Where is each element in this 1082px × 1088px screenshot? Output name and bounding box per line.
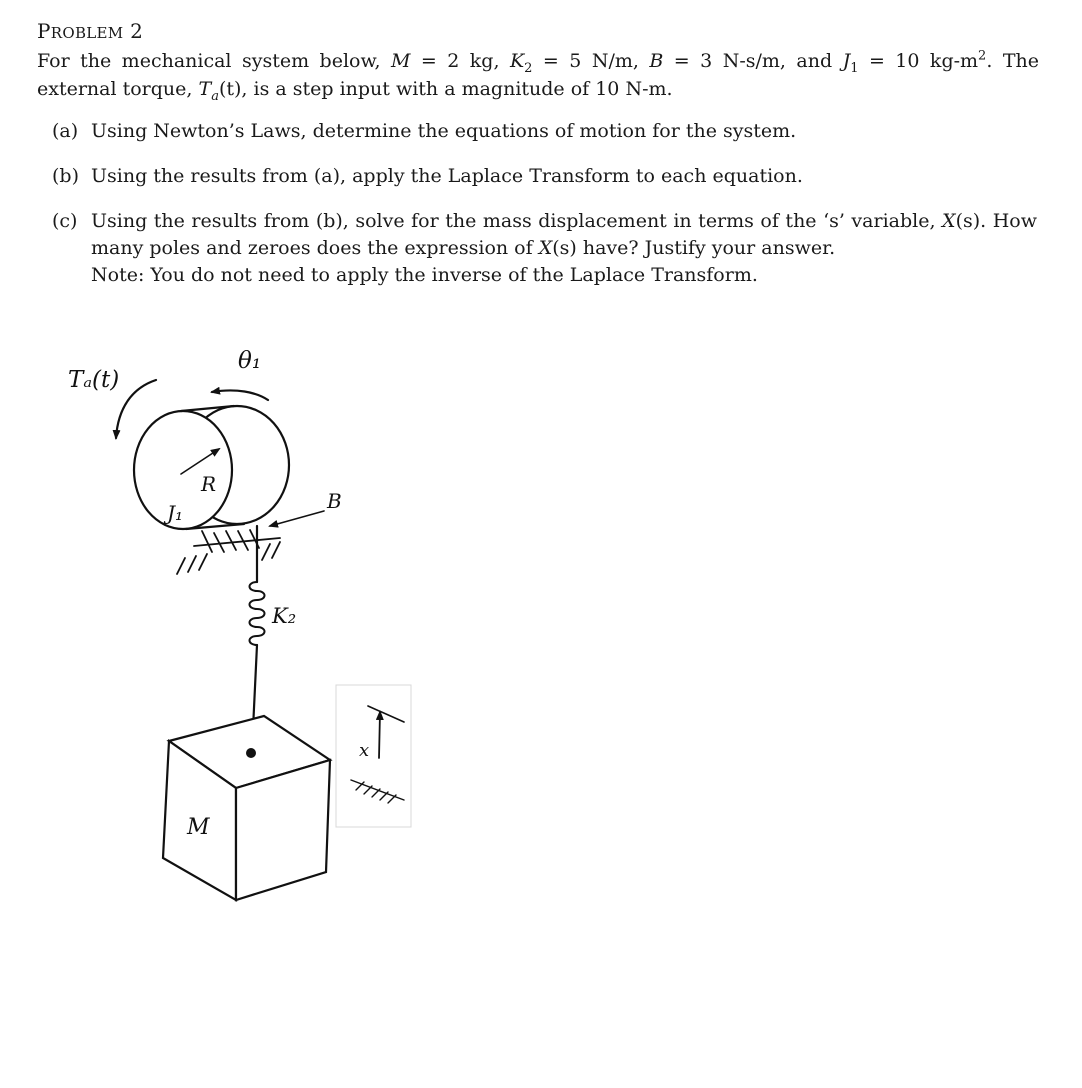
part-b-text: Using the results from (a), apply the Laplace Transform to each equation. <box>91 165 803 187</box>
part-c-note: Note: You do not need to apply the inverse of the Laplace Transform. <box>91 264 758 286</box>
spring <box>250 582 265 645</box>
displacement-ground <box>351 780 404 803</box>
theta-label: θ₁ <box>238 348 262 374</box>
mass-label: M <box>187 815 210 840</box>
damper-arrow <box>270 511 324 526</box>
part-c-line-1: Using the results from (b), solve for the mass displacement in terms of the ‘s’ variable, X(s). How <box>91 210 1037 232</box>
statement-line-1: For the mechanical system below, M = 2 kg, $K_2 = 5$ N/m, B = 3 N-s/m, and $J_1 = 10$ $kg-m^2$. The <box>37 48 1039 76</box>
attachment-point <box>246 748 256 758</box>
heading-first-letter: P <box>37 19 51 43</box>
displacement-arrow <box>379 712 380 758</box>
heading-rest: ROBLEM <box>50 24 124 42</box>
radius-label: R <box>201 472 217 496</box>
torque-label: Tₐ(t) <box>68 367 120 393</box>
problem-number: 2 <box>130 19 144 43</box>
ground-hatch <box>177 530 280 574</box>
part-c-label: (c) <box>52 210 78 232</box>
rotation-arrow <box>212 390 268 400</box>
spring-label: K₂ <box>272 604 297 628</box>
part-a-text: Using Newton’s Laws, determine the equations of motion for the system. <box>91 120 797 142</box>
displacement-box <box>336 685 411 827</box>
inertia-label: J₁ <box>167 501 184 525</box>
part-c-line-2: many poles and zeroes does the expression of X(s) have? Justify your answer. <box>91 237 836 259</box>
mass-block <box>163 716 330 900</box>
displacement-label: x <box>359 740 370 761</box>
statement-line-2: external torque, $T_a(t)$, is a step input with a magnitude of 10 N-m. <box>37 78 673 104</box>
part-b-label: (b) <box>52 165 79 187</box>
part-a-label: (a) <box>52 120 79 142</box>
damper-label: B <box>327 489 342 513</box>
